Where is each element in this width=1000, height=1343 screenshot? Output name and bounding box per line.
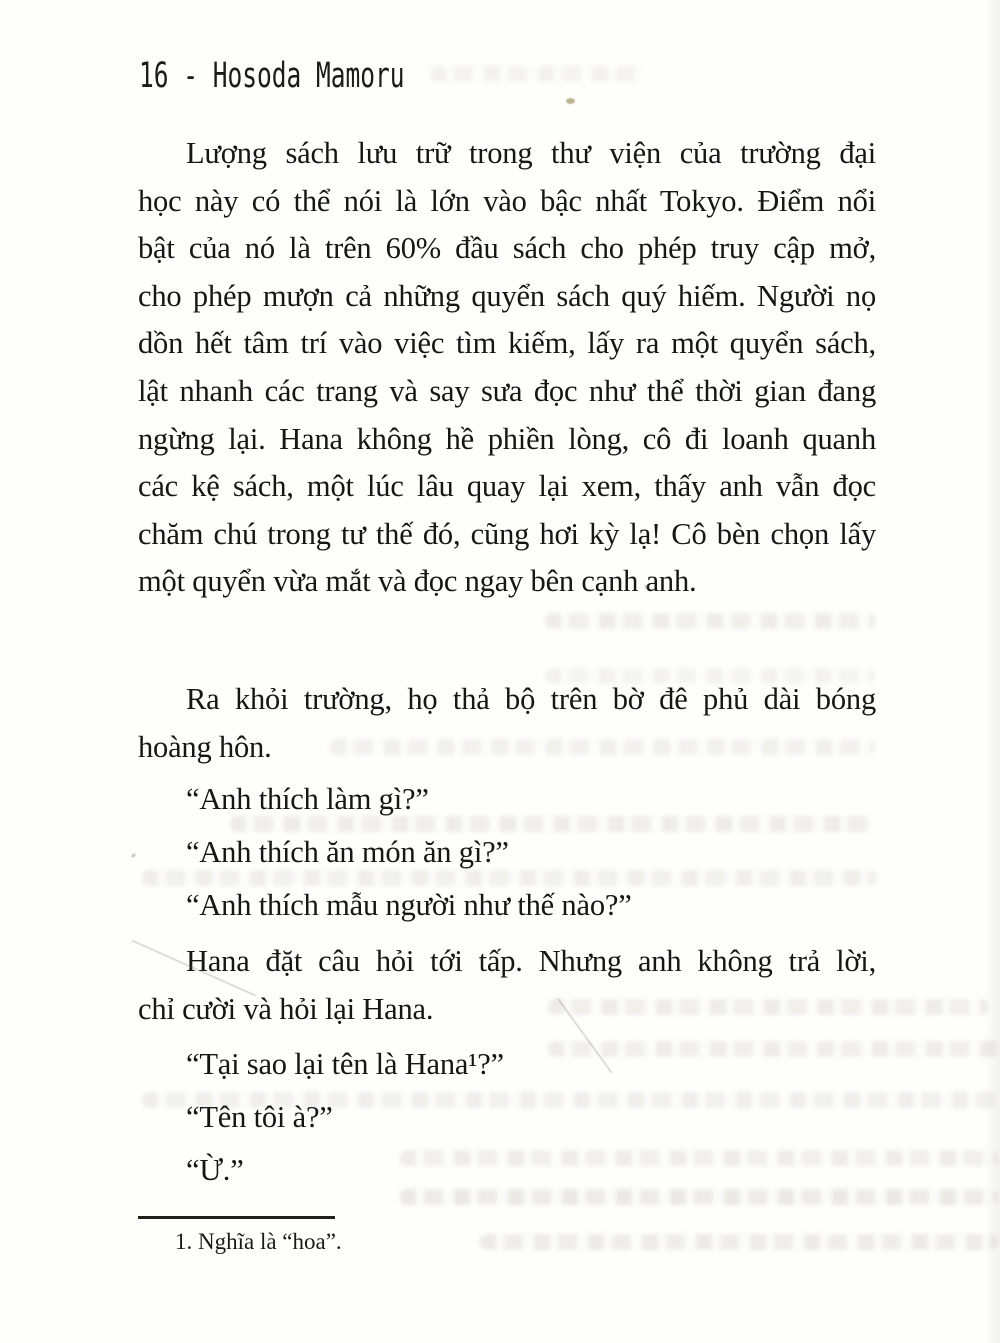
- showthrough-artifact: [545, 668, 875, 684]
- footnote-divider: [138, 1216, 335, 1219]
- text-line: một quyển vừa mắt và đọc ngay bên cạnh anh.: [138, 564, 697, 599]
- dialogue-name-exchange: [138, 1038, 876, 1197]
- text-line: cho phép mượn cả những quyển sách quý hiếm. Người nọ: [138, 278, 876, 313]
- showthrough-artifact: [142, 870, 877, 886]
- showthrough-artifact: [480, 1234, 998, 1250]
- text-line: “Tại sao lại tên là Hana¹?”: [186, 1047, 504, 1081]
- showthrough-artifact: [142, 1092, 998, 1108]
- text-line: dồn hết tâm trí vào việc tìm kiếm, lấy ra một quyển sách,: [138, 326, 876, 361]
- text-line: chỉ cười và hỏi lại Hana.: [138, 991, 434, 1026]
- showthrough-artifact: [545, 613, 875, 629]
- text-line: học này có thể nói là lớn vào bậc nhất Tokyo. Điểm nổi: [138, 183, 876, 218]
- showthrough-artifact: [430, 66, 645, 82]
- text-line: “Ừ.”: [186, 1153, 244, 1187]
- text-line: Lượng sách lưu trữ trong thư viện của trường đại: [186, 136, 876, 170]
- text-line: “Tên tôi à?”: [186, 1100, 333, 1134]
- paragraph-walk-home: [138, 676, 876, 771]
- ink-speck: [131, 853, 137, 858]
- showthrough-artifact: [400, 1150, 998, 1166]
- showthrough-artifact: [548, 1041, 1000, 1057]
- text-line: Ra khỏi trường, họ thả bộ trên bờ đê phủ dài bóng: [186, 682, 876, 716]
- text-line: chăm chú trong tư thế đó, cũng hơi kỳ lạ! Cô bèn chọn lấy: [138, 516, 876, 551]
- text-line: các kệ sách, một lúc lâu quay lại xem, thấy anh vẫn đọc: [138, 469, 876, 504]
- text-line: “Anh thích làm gì?”: [186, 782, 429, 816]
- dialogue-hana-questions: [138, 773, 876, 932]
- page-edge-shading: [984, 0, 1000, 1343]
- text-line: lật nhanh các trang và say sưa đọc như thể thời gian đang: [138, 373, 876, 408]
- text-line: “Anh thích ăn món ăn gì?”: [186, 835, 509, 869]
- ink-speck: [566, 98, 575, 104]
- paragraph-library: [138, 130, 876, 606]
- footnote-text: 1. Nghĩa là “hoa”.: [175, 1229, 342, 1254]
- showthrough-artifact: [548, 999, 988, 1015]
- showthrough-artifact: [400, 1189, 998, 1205]
- text-line: “Anh thích mẫu người như thế nào?”: [186, 888, 632, 922]
- text-line: hoàng hôn.: [138, 729, 272, 764]
- text-line: Hana đặt câu hỏi tới tấp. Nhưng anh không trả lời,: [186, 944, 876, 978]
- text-line: ngừng lại. Hana không hề phiền lòng, cô đi loanh quanh: [138, 421, 876, 456]
- showthrough-artifact: [330, 739, 875, 755]
- running-header: 16 - Hosoda Mamoru: [139, 56, 405, 96]
- text-line: bật của nó là trên 60% đầu sách cho phép truy cập mở,: [138, 231, 876, 266]
- ink-speck: [645, 585, 649, 589]
- showthrough-artifact: [230, 816, 875, 832]
- paragraph-hana-asks: [138, 938, 876, 1033]
